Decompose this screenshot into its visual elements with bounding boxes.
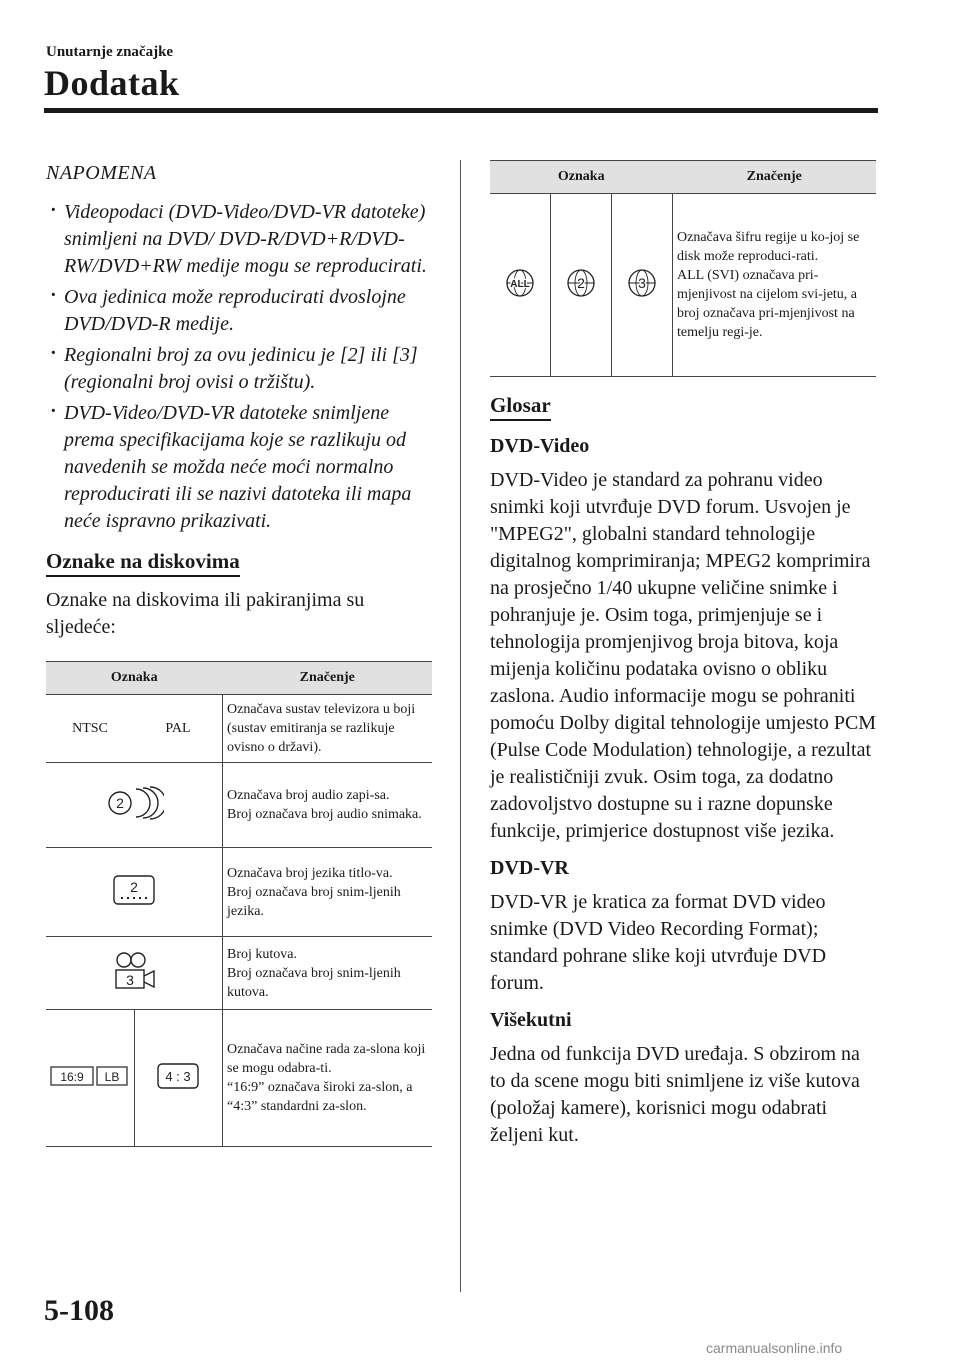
table-header-meaning: Značenje bbox=[223, 662, 433, 695]
camera-angles-count: 3 bbox=[126, 971, 134, 988]
table-cell-meaning bbox=[223, 937, 433, 1010]
glossary-heading: Glosar bbox=[490, 393, 551, 421]
meaning-line: Označava broj audio zapi-sa. bbox=[227, 788, 390, 803]
widescreen-label: 16:9 bbox=[60, 1069, 84, 1084]
table-header-mark: Oznaka bbox=[46, 662, 223, 695]
note-item: · Ova jedinica može reproducirati dvoslojne DVD/DVD-R medije. bbox=[46, 284, 436, 338]
ntsc-label: NTSC bbox=[46, 695, 134, 763]
table-cell-symbol bbox=[46, 937, 223, 1010]
note-title: NAPOMENA bbox=[46, 162, 157, 184]
camera-angles-icon bbox=[110, 950, 158, 992]
disc-marks-heading: Oznake na diskovima bbox=[46, 549, 240, 577]
header-rule bbox=[44, 108, 878, 113]
page-title: Dodatak bbox=[44, 63, 180, 103]
standard-screen-label: 4 : 3 bbox=[165, 1068, 191, 1084]
watermark: carmanualsonline.info bbox=[706, 1340, 843, 1356]
table-row bbox=[46, 937, 432, 1010]
audio-tracks-count: 2 bbox=[116, 794, 124, 811]
region-all-label: ALL bbox=[510, 278, 530, 290]
table-cell-meaning: Označava sustav televizora u boji (sustav emitiranja se razlikuje ovisno o državi). bbox=[223, 695, 433, 763]
table-cell-symbol bbox=[551, 194, 612, 377]
table-row bbox=[46, 1010, 432, 1147]
meaning-line: Označava broj jezika titlo-va. bbox=[227, 865, 393, 881]
region-3-label: 3 bbox=[638, 274, 646, 291]
table-row bbox=[490, 194, 876, 377]
table-header-mark: Oznaka bbox=[490, 161, 673, 194]
disc-marks-intro: Oznake na diskovima ili pakiranjima su sljedeće: bbox=[46, 589, 365, 638]
glossary-definition: DVD-VR je kratica za format DVD video snimke (DVD Video Recording Format); standard pohrane slike koji utvrđuje DVD forum. bbox=[490, 891, 827, 994]
region-3-globe-icon bbox=[626, 267, 658, 299]
table-cell-meaning bbox=[223, 763, 433, 848]
note-item: · Regionalni broj za ovu jedinicu je [2] ili [3] (regionalni broj ovisi o tržištu). bbox=[46, 342, 436, 396]
table-row bbox=[46, 763, 432, 848]
table-cell-meaning bbox=[223, 1010, 433, 1147]
region-table bbox=[490, 160, 876, 377]
table-cell-meaning bbox=[673, 194, 877, 377]
right-column bbox=[490, 160, 878, 1149]
subtitles-icon bbox=[112, 873, 156, 907]
subtitles-count: 2 bbox=[130, 878, 138, 895]
meaning-line: Broj označava broj snim-ljenih kutova. bbox=[227, 965, 401, 1000]
meaning-line: Označava načine rada za-slona koji se mogu odabra-ti. bbox=[227, 1042, 426, 1076]
left-column bbox=[46, 162, 436, 1147]
table-cell-symbol bbox=[46, 763, 223, 848]
table-row bbox=[46, 695, 432, 763]
note-item: · Videopodaci (DVD-Video/DVD-VR datoteke) snimljeni na DVD/ DVD-R/DVD+R/DVD-RW/DVD+RW medije mogu se reproducirati. bbox=[46, 199, 436, 280]
disc-marks-table bbox=[46, 661, 432, 1147]
column-divider bbox=[460, 160, 461, 1292]
note-list bbox=[46, 199, 436, 535]
glossary-definition: Jedna od funkcija DVD uređaja. S obzirom na to da scene mogu biti snimljene iz više kutova (položaj kamere), korisnici mogu odabrati željeni kut. bbox=[490, 1043, 860, 1146]
region-all-globe-icon bbox=[504, 267, 536, 299]
table-cell-symbol bbox=[612, 194, 673, 377]
meaning-line: Broj označava broj audio snimaka. bbox=[227, 807, 422, 822]
region-2-globe-icon bbox=[565, 267, 597, 299]
region-2-label: 2 bbox=[577, 274, 585, 291]
table-cell-symbol bbox=[134, 1010, 223, 1147]
widescreen-letterbox-icon bbox=[50, 1065, 130, 1087]
table-header-meaning: Značenje bbox=[673, 161, 877, 194]
page-number: 5-108 bbox=[44, 1294, 114, 1327]
table-cell-meaning bbox=[223, 848, 433, 937]
glossary-term: DVD-VR bbox=[490, 857, 569, 879]
pal-label: PAL bbox=[134, 695, 223, 763]
section-label: Unutarnje značajke bbox=[46, 44, 174, 60]
table-cell-symbol bbox=[46, 1010, 134, 1147]
table-row bbox=[46, 848, 432, 937]
standard-screen-icon bbox=[156, 1062, 200, 1090]
meaning-line: “16:9” označava široki za-slon, a “4:3” standardni za-slon. bbox=[227, 1080, 413, 1114]
letterbox-label: LB bbox=[104, 1069, 120, 1084]
meaning-line: ALL (SVI) označava pri-mjenjivost na cijelom svi-jetu, a broj označava pri-mjenjivost na temelju regi-je. bbox=[677, 268, 858, 340]
audio-tracks-icon bbox=[104, 785, 164, 821]
meaning-line: Označava šifru regije u ko-joj se disk može reproduci-rati. bbox=[677, 230, 860, 264]
table-cell-symbol bbox=[46, 848, 223, 937]
note-item: · DVD-Video/DVD-VR datoteke snimljene prema specifikacijama koje se razlikuju od navedenih se možda neće moći normalno reproducirati ili se nazivi datoteka ili mapa neće ispravno prikazivati. bbox=[46, 400, 436, 535]
meaning-line: Broj označava broj snim-ljenih jezika. bbox=[227, 884, 401, 919]
meaning-line: Broj kutova. bbox=[227, 946, 297, 962]
glossary-term: DVD-Video bbox=[490, 435, 590, 457]
glossary-term: Višekutni bbox=[490, 1009, 572, 1031]
glossary-definition: DVD-Video je standard za pohranu video snimki koji utvrđuje DVD forum. Usvojen je "MPEG2", globalni standard tehnologije digitalnog komprimiranja; MPEG2 komprimira na prosječno 1/40 ukupne veličine snimke i pohranjuje je. Osim toga, primjenjuje se i tehnologija promjenjivog broja bitova, koja mijenja količinu podataka ovisno o obliku zaslona. Audio informacije mogu se pohraniti pomoću Dolby digital tehnologije umjesto PCM (Pulse Code Modulation) tehnologije, a rezultat je realističniji zvuk. Osim toga, za dodatno zadovoljstvo dostupne su i razne dopunske funkcije, primjerice dostupnost više jezika. bbox=[490, 469, 877, 842]
table-cell-symbol bbox=[490, 194, 551, 377]
